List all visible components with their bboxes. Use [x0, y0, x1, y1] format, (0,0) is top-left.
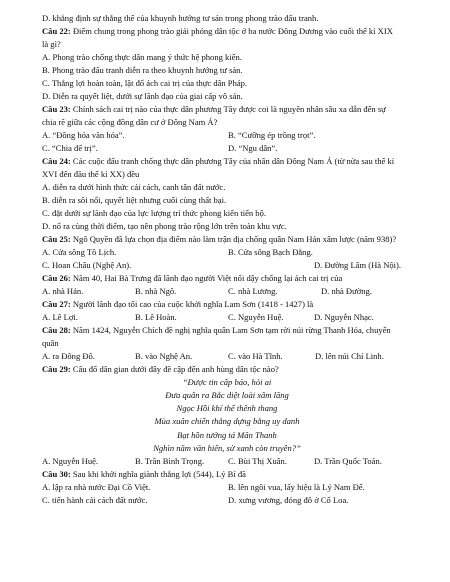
q22-text: Điểm chung trong phong trào giải phóng dân tộc ở ba nước Đông Dương vào cuối thế kỉ XIX [70, 26, 393, 37]
q26-title: Câu 26: [42, 273, 71, 284]
q29-poem-line: Đưa quân ra Bắc diệt loài xâm lăng [165, 390, 289, 401]
q29-option-d: D. Trần Quốc Toản. [314, 455, 382, 466]
q23-option-d: D. “Ngu dân”. [228, 143, 278, 154]
q23-stem [42, 103, 412, 116]
q26-stem [42, 272, 412, 285]
q25-text: Ngô Quyền đã lựa chọn địa điểm nào làm trận địa chống quân Nam Hán xâm lược (năm 938)? [70, 234, 397, 245]
q25-option-b: B. Cửa sông Bạch Đằng. [228, 247, 313, 258]
q24-option-a: A. diễn ra dưới hình thức cải cách, canh tân đất nước. [42, 182, 226, 193]
q27-options [42, 311, 412, 324]
q30-text: Sau khi khởi nghĩa giành thắng lợi (544), Lý Bí đã [70, 468, 246, 479]
q26-options [42, 285, 412, 298]
q30-option-d: D. xưng vương, đóng đô ở Cổ Loa. [228, 494, 349, 505]
q23-option-c: C. “Chia để trị”. [42, 143, 98, 154]
q30-option-a: A. lập ra nhà nước Đại Cồ Việt. [42, 481, 151, 492]
q29-option-a: A. Nguyễn Huệ. [42, 455, 99, 466]
q28-text: Năm 1424, Nguyễn Chích đề nghị nghĩa quân Lam Sơn tạm rời núi rừng Thanh Hóa, chuyển [70, 325, 391, 336]
q25-options-row2 [42, 259, 412, 272]
q22-stem-cont: là gì? [42, 39, 61, 50]
q29-option-b: B. Trần Bình Trọng. [135, 455, 205, 466]
q29-title: Câu 29: [42, 364, 71, 375]
q30-options-row1 [42, 481, 412, 494]
q29-poem-line: Mùa xuân chiến thắng dựng bằng uy danh [154, 416, 300, 427]
q25-options-row1 [42, 246, 412, 259]
q30-title: Câu 30: [42, 468, 71, 479]
q30-option-b: B. lên ngôi vua, lấy hiệu là Lý Nam Đế. [228, 481, 365, 492]
q29-poem-line: Nghìn năm văn hiến, sử xanh còn truyền?” [153, 442, 301, 453]
q25-option-d: D. Đường Lâm (Hà Nội). [314, 260, 402, 271]
q25-option-a: A. Cửa sông Tô Lịch. [42, 247, 117, 258]
q29-stem [42, 363, 412, 376]
q29-poem-line: Bạt hồn tướng tá Mãn Thanh [177, 429, 277, 440]
q23-option-a: A. “Đồng hóa văn hóa”. [42, 130, 125, 141]
q26-option-a: A. nhà Hán. [42, 286, 84, 297]
q23-options-row2 [42, 142, 412, 155]
q29-poem-line: “Được tin cấp báo, hỏi ai [182, 377, 272, 388]
q27-text: Người lãnh đạo tối cao của cuộc khởi nghĩa Lam Sơn (1418 - 1427) là [70, 299, 314, 310]
q28-stem [42, 324, 412, 337]
q26-option-b: B. nhà Ngô. [135, 286, 177, 297]
q30-options-row2 [42, 494, 412, 507]
q30-stem [42, 468, 412, 481]
q24-option-c: C. đặt dưới sự lãnh đạo của lực lượng trí thức phong kiến tiến bộ. [42, 208, 266, 219]
q29-poem-line: Ngọc Hồi khí thế thênh thang [176, 403, 278, 414]
q23-text: Chính sách cai trị nào của thực dân phương Tây được coi là nguyên nhân sâu xa dẫn đến sự [70, 104, 386, 115]
q28-options [42, 350, 412, 363]
q22-option-b: B. Phong trào đấu tranh diễn ra theo khuynh hướng tư sản. [42, 65, 243, 76]
q27-option-b: B. Lê Hoàn. [135, 312, 177, 323]
q25-stem [42, 233, 412, 246]
q23-options-row1 [42, 129, 412, 142]
q22-option-a: A. Phong trào chống thực dân mang ý thức hệ phong kiến. [42, 52, 242, 63]
exam-page [42, 0, 412, 507]
q28-option-b: B. vào Nghệ An. [135, 351, 193, 362]
q27-option-c: C. Nguyễn Huệ. [228, 312, 284, 323]
q22-stem [42, 25, 412, 38]
q22-title: Câu 22: [42, 26, 71, 37]
q22-option-d: D. Diễn ra quyết liệt, dưới sự lãnh đạo của giai cấp vô sản. [42, 91, 243, 102]
q27-stem [42, 298, 412, 311]
q26-option-c: C. nhà Lương. [228, 286, 278, 297]
q24-stem [42, 155, 412, 168]
q26-text: Năm 40, Hai Bà Trưng đã lãnh đạo người Việt nổi dậy chống lại ách cai trị của [70, 273, 343, 284]
q25-title: Câu 25: [42, 234, 71, 245]
q21-option-d: D. khẳng định sự thắng thế của khuynh hướng tư sản trong phong trào đấu tranh. [42, 13, 319, 23]
q29-text: Câu đố dân gian dưới đây đề cập đến anh hùng dân tộc nào? [70, 364, 279, 375]
q27-title: Câu 27: [42, 299, 71, 310]
q28-option-a: A. ra Đông Đô. [42, 351, 95, 362]
q28-stem-cont: quân [42, 338, 59, 349]
q24-stem-cont: XVI đến đầu thế kỉ XX) đều [42, 169, 140, 180]
q25-option-c: C. Hoan Châu (Nghệ An). [42, 260, 132, 271]
q24-text: Các cuộc đấu tranh chống thực dân phương Tây của nhân dân Đông Nam Á (từ nửa sau thế kỉ [70, 156, 395, 167]
q30-option-c: C. tiến hành cải cách đất nước. [42, 494, 148, 505]
q23-title: Câu 23: [42, 104, 71, 115]
q22-option-c: C. Thắng lợi hoàn toàn, lật đổ ách cai trị của thực dân Pháp. [42, 78, 248, 89]
q23-option-b: B. “Cưỡng ép trồng trọt”. [228, 130, 316, 141]
q24-option-d: D. nổ ra cùng thời điểm, tạo nên phong trào rộng lớn trên toàn khu vực. [42, 221, 287, 232]
q28-title: Câu 28: [42, 325, 71, 336]
q23-stem-cont: chia rẽ giữa các cộng đồng dân cư ở Đông Nam Á? [42, 117, 218, 128]
q29-options [42, 455, 412, 468]
q29-option-c: C. Bùi Thị Xuân. [228, 455, 287, 466]
q27-option-d: D. Nguyễn Nhạc. [314, 312, 374, 323]
q28-option-d: D. lên núi Chí Linh. [315, 351, 384, 362]
q28-option-c: C. vào Hà Tĩnh. [228, 351, 283, 362]
q24-title: Câu 24: [42, 156, 71, 167]
q24-option-b: B. diễn ra sôi nổi, quyết liệt nhưng cuối cùng thất bại. [42, 195, 227, 206]
q27-option-a: A. Lê Lợi. [42, 312, 78, 323]
q26-option-d: D. nhà Đường. [321, 286, 372, 297]
